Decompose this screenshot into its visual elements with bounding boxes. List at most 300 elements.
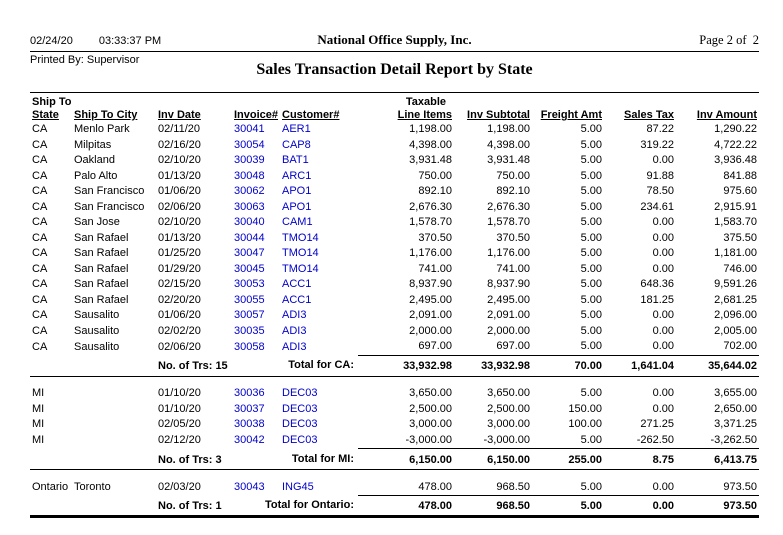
header-freight-amt	[536, 109, 608, 122]
sales-tax-cell: 0.00	[652, 154, 674, 166]
line-items-cell: 750.00	[418, 169, 452, 182]
city-cell	[74, 417, 158, 433]
transaction-count: No. of Trs: 15	[158, 360, 228, 372]
inv-date-cell: 01/10/20	[158, 402, 201, 415]
freight-cell: 150.00	[568, 402, 602, 415]
invoice-link[interactable]: 30047	[234, 247, 265, 259]
inv-date-cell: 02/02/20	[158, 324, 201, 337]
total-freight: 70.00	[536, 355, 608, 376]
header-spacer	[458, 96, 536, 109]
customer-link[interactable]: ADI3	[282, 324, 307, 337]
freight-cell: 5.00	[580, 387, 602, 399]
freight-cell: 5.00	[580, 231, 602, 244]
line-items-cell: 1,578.70	[409, 216, 452, 228]
transaction-row	[30, 246, 759, 262]
title-divider	[30, 92, 759, 93]
inv-amount-cell: 1,290.22	[714, 123, 757, 135]
inv-subtotal-cell: 2,495.00	[487, 293, 530, 306]
city-cell: Toronto	[74, 481, 111, 493]
freight-cell: 5.00	[580, 340, 602, 352]
transaction-row	[30, 480, 759, 496]
state-cell: CA	[32, 324, 48, 337]
line-items-cell: 8,937.90	[409, 278, 452, 290]
invoice-link[interactable]: 30053	[234, 278, 265, 290]
freight-cell: 100.00	[568, 418, 602, 430]
inv-amount-cell: 973.50	[723, 480, 757, 493]
inv-date-cell: 02/10/20	[158, 154, 201, 166]
customer-link[interactable]: DEC03	[282, 418, 318, 430]
inv-date-cell: 02/12/20	[158, 434, 201, 446]
column-header-row-top	[30, 96, 759, 109]
total-sales-tax: 1,641.04	[608, 355, 680, 376]
header-inv-subtotal	[458, 109, 536, 122]
state-cell: CA	[32, 340, 48, 353]
invoice-link[interactable]: 30040	[234, 216, 265, 228]
customer-link[interactable]: ING45	[282, 481, 314, 493]
inv-amount-cell: 2,681.25	[714, 293, 757, 306]
inv-date-cell: 02/20/20	[158, 293, 201, 306]
invoice-link[interactable]: 30058	[234, 340, 265, 353]
transaction-row	[30, 169, 759, 185]
page-number: Page 2 of 2	[699, 33, 759, 47]
transaction-row	[30, 417, 759, 433]
state-cell: CA	[32, 231, 48, 244]
header-spacer	[74, 96, 158, 109]
company-name: National Office Supply, Inc.	[317, 32, 472, 47]
city-cell: San Jose	[74, 216, 120, 228]
header-city-label: Ship To City	[74, 109, 138, 121]
total-sales-tax: 0.00	[608, 496, 680, 517]
transaction-row	[30, 293, 759, 309]
header-state-label: State	[32, 109, 59, 121]
state-cell: MI	[32, 434, 45, 446]
group-total-label-text: Total for MI:	[291, 452, 354, 465]
header-sales-tax-label: Sales Tax	[624, 109, 674, 121]
header-inv-subtotal-label: Inv Subtotal	[467, 109, 530, 121]
invoice-link[interactable]: 30044	[234, 231, 265, 244]
transaction-row	[30, 153, 759, 169]
inv-subtotal-cell: 2,676.30	[487, 200, 530, 213]
total-line-items: 6,150.00	[358, 449, 458, 470]
city-cell: San Rafael	[74, 262, 129, 275]
customer-link[interactable]: TMO14	[282, 247, 319, 259]
city-cell: San Rafael	[74, 247, 129, 259]
sales-tax-cell: 0.00	[652, 480, 674, 493]
group-divider	[30, 376, 759, 386]
header-taxable-group-label: Taxable	[405, 96, 446, 108]
inv-subtotal-cell: 1,176.00	[487, 247, 530, 259]
group-total-label	[282, 355, 358, 376]
city-cell: San Francisco	[74, 200, 145, 213]
header-spacer	[680, 96, 759, 109]
header-inv-date-label: Inv Date	[158, 109, 201, 121]
transaction-count: No. of Trs: 1	[158, 499, 222, 512]
freight-cell: 5.00	[580, 309, 602, 321]
sales-tax-cell: 0.00	[652, 231, 674, 244]
line-items-cell: -3,000.00	[405, 433, 452, 446]
city-cell: Palo Alto	[74, 169, 118, 182]
group-total-row	[30, 355, 759, 376]
customer-link[interactable]: ARC1	[282, 169, 312, 182]
inv-subtotal-cell: 2,091.00	[487, 309, 530, 321]
inv-subtotal-cell: 968.50	[496, 480, 530, 493]
state-cell: MI	[32, 402, 45, 415]
inv-subtotal-cell: 892.10	[496, 185, 530, 197]
printed-by: Printed By: Supervisor	[30, 54, 140, 66]
customer-link[interactable]: CAP8	[282, 138, 311, 151]
invoice-link[interactable]: 30038	[234, 418, 265, 430]
inv-amount-cell: 2,096.00	[714, 309, 757, 321]
inv-amount-cell: 746.00	[723, 262, 757, 275]
freight-cell: 5.00	[580, 324, 602, 337]
group-total-row	[30, 496, 759, 517]
inv-amount-cell: 975.60	[723, 185, 757, 197]
sales-tax-cell: 0.00	[652, 216, 674, 228]
inv-date-cell: 02/06/20	[158, 340, 201, 353]
inv-amount-cell: 4,722.22	[714, 138, 757, 151]
group-total-label-text: Total for CA:	[288, 359, 354, 371]
header-line-items-label: Line Items	[397, 109, 452, 121]
inv-date-cell: 02/10/20	[158, 216, 201, 228]
line-items-cell: 3,650.00	[409, 387, 452, 399]
header-inv-amount	[680, 109, 759, 122]
transaction-row	[30, 138, 759, 154]
inv-subtotal-cell: 3,931.48	[487, 154, 530, 166]
inv-subtotal-cell: 741.00	[496, 262, 530, 275]
total-line-items: 478.00	[358, 496, 458, 517]
invoice-link[interactable]: 30057	[234, 309, 265, 321]
divider-line	[30, 376, 759, 386]
sales-tax-cell: -262.50	[636, 433, 674, 446]
transactions-table	[30, 96, 759, 520]
header-spacer	[536, 96, 608, 109]
inv-subtotal-cell: 370.50	[496, 231, 530, 244]
transaction-row	[30, 386, 759, 402]
customer-link[interactable]: DEC03	[282, 387, 318, 399]
sales-tax-cell: 0.00	[652, 247, 674, 259]
transaction-row	[30, 200, 759, 216]
city-cell: San Francisco	[74, 185, 145, 197]
state-cell: CA	[32, 200, 48, 213]
total-freight: 5.00	[536, 496, 608, 517]
state-cell: CA	[32, 293, 48, 306]
freight-cell: 5.00	[580, 123, 602, 135]
line-items-cell: 3,000.00	[409, 418, 452, 430]
header-invoice	[234, 109, 282, 122]
customer-link[interactable]: ADI3	[282, 309, 307, 321]
state-cell: CA	[32, 169, 48, 182]
city-cell	[74, 402, 158, 418]
report-title: Sales Transaction Detail Report by State	[256, 61, 533, 78]
city-cell: Menlo Park	[74, 123, 130, 135]
inv-subtotal-cell: 1,578.70	[487, 216, 530, 228]
state-cell: MI	[32, 387, 45, 399]
line-items-cell: 2,091.00	[409, 309, 452, 321]
sales-tax-cell: 234.61	[640, 200, 674, 213]
freight-cell: 5.00	[580, 433, 602, 446]
invoice-link[interactable]: 30063	[234, 200, 265, 213]
header-state	[30, 109, 74, 122]
invoice-link[interactable]: 30037	[234, 402, 265, 415]
invoice-link[interactable]: 30054	[234, 138, 265, 151]
spacer-cell	[30, 496, 158, 517]
report-date: 02/24/20	[30, 35, 73, 47]
customer-link[interactable]: BAT1	[282, 154, 309, 166]
inv-date-cell: 01/10/20	[158, 387, 201, 399]
inv-date-cell: 01/25/20	[158, 247, 201, 259]
report-datetime	[30, 35, 317, 47]
city-cell: San Rafael	[74, 231, 129, 244]
spacer-cell	[30, 355, 158, 376]
total-line-items: 33,932.98	[358, 355, 458, 376]
total-inv-subtotal: 33,932.98	[458, 355, 536, 376]
header-ship-to-group-label: Ship To	[32, 96, 72, 108]
state-cell: CA	[32, 123, 48, 135]
city-cell: San Rafael	[74, 278, 129, 290]
sales-tax-cell: 0.00	[652, 340, 674, 352]
inv-subtotal-cell: 2,000.00	[487, 324, 530, 337]
transaction-count: No. of Trs: 3	[158, 453, 222, 466]
inv-date-cell: 02/03/20	[158, 481, 201, 493]
sales-tax-cell: 0.00	[652, 309, 674, 321]
header-ship-to-group	[30, 96, 74, 109]
header-customer-label: Customer#	[282, 109, 340, 121]
customer-link[interactable]: CAM1	[282, 216, 313, 228]
state-cell: MI	[32, 418, 45, 430]
freight-cell: 5.00	[580, 278, 602, 290]
inv-subtotal-cell: 2,500.00	[487, 402, 530, 415]
header-inv-amount-label: Inv Amount	[696, 109, 757, 121]
transaction-row	[30, 324, 759, 340]
group-total-label-text: Total for Ontario:	[264, 498, 354, 511]
divider-line	[30, 517, 759, 520]
invoice-link[interactable]: 30045	[234, 262, 265, 275]
transaction-row	[30, 402, 759, 418]
state-cell: CA	[32, 154, 48, 166]
header-sales-tax	[608, 109, 680, 122]
line-items-cell: 2,676.30	[409, 200, 452, 213]
total-freight: 255.00	[536, 449, 608, 470]
header-inv-date	[158, 109, 234, 122]
city-cell: Milpitas	[74, 138, 112, 151]
freight-cell: 5.00	[580, 216, 602, 228]
invoice-link[interactable]: 30042	[234, 434, 265, 446]
freight-cell: 5.00	[580, 138, 602, 151]
freight-cell: 5.00	[580, 185, 602, 197]
inv-amount-cell: 2,915.91	[714, 200, 757, 213]
line-items-cell: 1,176.00	[409, 247, 452, 259]
header-customer	[282, 109, 358, 122]
header-taxable-group	[358, 96, 458, 109]
inv-amount-cell: 2,005.00	[714, 324, 757, 337]
inv-amount-cell: 3,936.48	[714, 154, 757, 166]
invoice-link[interactable]: 30041	[234, 123, 265, 135]
line-items-cell: 697.00	[418, 340, 452, 352]
sales-tax-cell: 0.00	[652, 402, 674, 415]
inv-date-cell: 01/29/20	[158, 262, 201, 275]
state-cell: Ontario	[32, 481, 69, 493]
inv-date-cell: 02/06/20	[158, 200, 201, 213]
line-items-cell: 741.00	[418, 262, 452, 275]
header-line-items	[358, 109, 458, 122]
transaction-row	[30, 184, 759, 200]
freight-cell: 5.00	[580, 154, 602, 166]
inv-date-cell: 02/15/20	[158, 278, 201, 290]
header-freight-amt-label: Freight Amt	[540, 109, 602, 121]
report-end-rule	[30, 517, 759, 520]
freight-cell: 5.00	[580, 247, 602, 259]
customer-link[interactable]: AER1	[282, 123, 311, 135]
sales-tax-cell: 0.00	[652, 324, 674, 337]
freight-cell: 5.00	[580, 293, 602, 306]
sales-tax-cell: 271.25	[640, 418, 674, 430]
state-cell: CA	[32, 262, 48, 275]
inv-amount-cell: 2,650.00	[714, 402, 757, 415]
customer-link[interactable]: ACC1	[282, 293, 312, 306]
report-time: 03:33:37 PM	[98, 35, 162, 47]
transaction-row	[30, 122, 759, 138]
invoice-link[interactable]: 30039	[234, 154, 265, 166]
inv-date-cell: 01/06/20	[158, 185, 201, 197]
inv-subtotal-cell: -3,000.00	[483, 433, 530, 446]
sales-tax-cell: 0.00	[652, 387, 674, 399]
invoice-link[interactable]: 30035	[234, 324, 265, 337]
transaction-row	[30, 308, 759, 324]
inv-date-cell: 02/05/20	[158, 418, 201, 430]
sales-tax-cell: 648.36	[640, 278, 674, 290]
line-items-cell: 2,495.00	[409, 293, 452, 306]
total-inv-subtotal: 968.50	[458, 496, 536, 517]
state-cell: CA	[32, 216, 48, 228]
freight-cell: 5.00	[580, 262, 602, 275]
customer-link[interactable]: DEC03	[282, 434, 318, 446]
invoice-link[interactable]: 30036	[234, 387, 265, 399]
inv-amount-cell: 375.50	[723, 231, 757, 244]
total-inv-amount: 6,413.75	[680, 449, 759, 470]
inv-subtotal-cell: 8,937.90	[487, 278, 530, 290]
freight-cell: 5.00	[580, 169, 602, 182]
group-total-label	[282, 449, 358, 470]
line-items-cell: 3,931.48	[409, 154, 452, 166]
sales-tax-cell: 78.50	[646, 185, 674, 197]
inv-amount-cell: 702.00	[723, 340, 757, 352]
city-cell	[74, 433, 158, 449]
line-items-cell: 2,000.00	[409, 324, 452, 337]
inv-subtotal-cell: 750.00	[496, 169, 530, 182]
inv-amount-cell: -3,262.50	[710, 433, 757, 446]
transaction-row	[30, 339, 759, 355]
invoice-link[interactable]: 30062	[234, 185, 265, 197]
inv-subtotal-cell: 3,000.00	[487, 418, 530, 430]
state-cell: CA	[32, 278, 48, 290]
inv-amount-cell: 9,591.26	[714, 278, 757, 290]
total-inv-subtotal: 6,150.00	[458, 449, 536, 470]
inv-date-cell: 02/11/20	[158, 123, 201, 135]
column-header-row	[30, 109, 759, 122]
total-inv-amount: 973.50	[680, 496, 759, 517]
inv-date-cell: 02/16/20	[158, 138, 201, 151]
total-sales-tax: 8.75	[608, 449, 680, 470]
header-spacer	[608, 96, 680, 109]
sales-tax-cell: 87.22	[646, 123, 674, 135]
sales-tax-cell: 181.25	[640, 293, 674, 306]
city-cell: Sausalito	[74, 309, 120, 321]
city-cell: Oakland	[74, 154, 115, 166]
inv-date-cell: 01/06/20	[158, 309, 201, 321]
customer-link[interactable]: TMO14	[282, 231, 319, 244]
transaction-row	[30, 215, 759, 231]
report-table-body	[30, 122, 759, 520]
inv-subtotal-cell: 3,650.00	[487, 387, 530, 399]
column-headers	[30, 96, 759, 122]
inv-subtotal-cell: 4,398.00	[487, 138, 530, 151]
group-total-label	[264, 496, 358, 517]
state-cell: CA	[32, 309, 48, 321]
invoice-link[interactable]: 30043	[234, 481, 265, 493]
sales-tax-cell: 319.22	[640, 138, 674, 151]
total-inv-amount: 35,644.02	[680, 355, 759, 376]
city-cell: Sausalito	[74, 340, 120, 353]
inv-amount-cell: 3,655.00	[714, 387, 757, 399]
inv-date-cell: 01/13/20	[158, 169, 201, 182]
state-cell: CA	[32, 185, 48, 197]
customer-link[interactable]: DEC03	[282, 402, 318, 415]
inv-amount-cell: 1,181.00	[714, 247, 757, 259]
group-divider	[30, 470, 759, 480]
customer-link[interactable]: TMO14	[282, 262, 319, 275]
subheader	[30, 52, 759, 89]
customer-link[interactable]: ACC1	[282, 278, 312, 290]
customer-link[interactable]: APO1	[282, 200, 312, 213]
header-ship-to-city	[74, 109, 158, 122]
spacer-cell	[30, 449, 158, 470]
transaction-row	[30, 231, 759, 247]
line-items-cell: 478.00	[418, 480, 452, 493]
city-cell: Sausalito	[74, 324, 120, 337]
state-cell: CA	[32, 247, 48, 259]
invoice-link[interactable]: 30055	[234, 293, 265, 306]
line-items-cell: 892.10	[418, 185, 452, 197]
freight-cell: 5.00	[580, 480, 602, 493]
transaction-row	[30, 433, 759, 449]
sales-tax-cell: 0.00	[652, 262, 674, 275]
inv-date-cell: 01/13/20	[158, 231, 201, 244]
header-spacer	[158, 96, 234, 109]
line-items-cell: 2,500.00	[409, 402, 452, 415]
city-cell	[74, 386, 158, 402]
header-spacer	[282, 96, 358, 109]
inv-subtotal-cell: 697.00	[496, 340, 530, 352]
divider-line	[30, 470, 759, 480]
line-items-cell: 1,198.00	[409, 123, 452, 135]
line-items-cell: 4,398.00	[409, 138, 452, 151]
transaction-row	[30, 277, 759, 293]
city-cell: San Rafael	[74, 293, 129, 306]
state-cell: CA	[32, 138, 48, 151]
group-total-row	[30, 449, 759, 470]
inv-amount-cell: 841.88	[723, 169, 757, 182]
header-invoice-label: Invoice#	[234, 109, 279, 121]
inv-amount-cell: 3,371.25	[714, 418, 757, 430]
transaction-row	[30, 262, 759, 278]
invoice-link[interactable]: 30048	[234, 169, 265, 182]
line-items-cell: 370.50	[418, 231, 452, 244]
customer-link[interactable]: ADI3	[282, 340, 307, 353]
report-header	[30, 32, 759, 48]
customer-link[interactable]: APO1	[282, 185, 312, 197]
inv-subtotal-cell: 1,198.00	[487, 123, 530, 135]
sales-tax-cell: 91.88	[646, 169, 674, 182]
